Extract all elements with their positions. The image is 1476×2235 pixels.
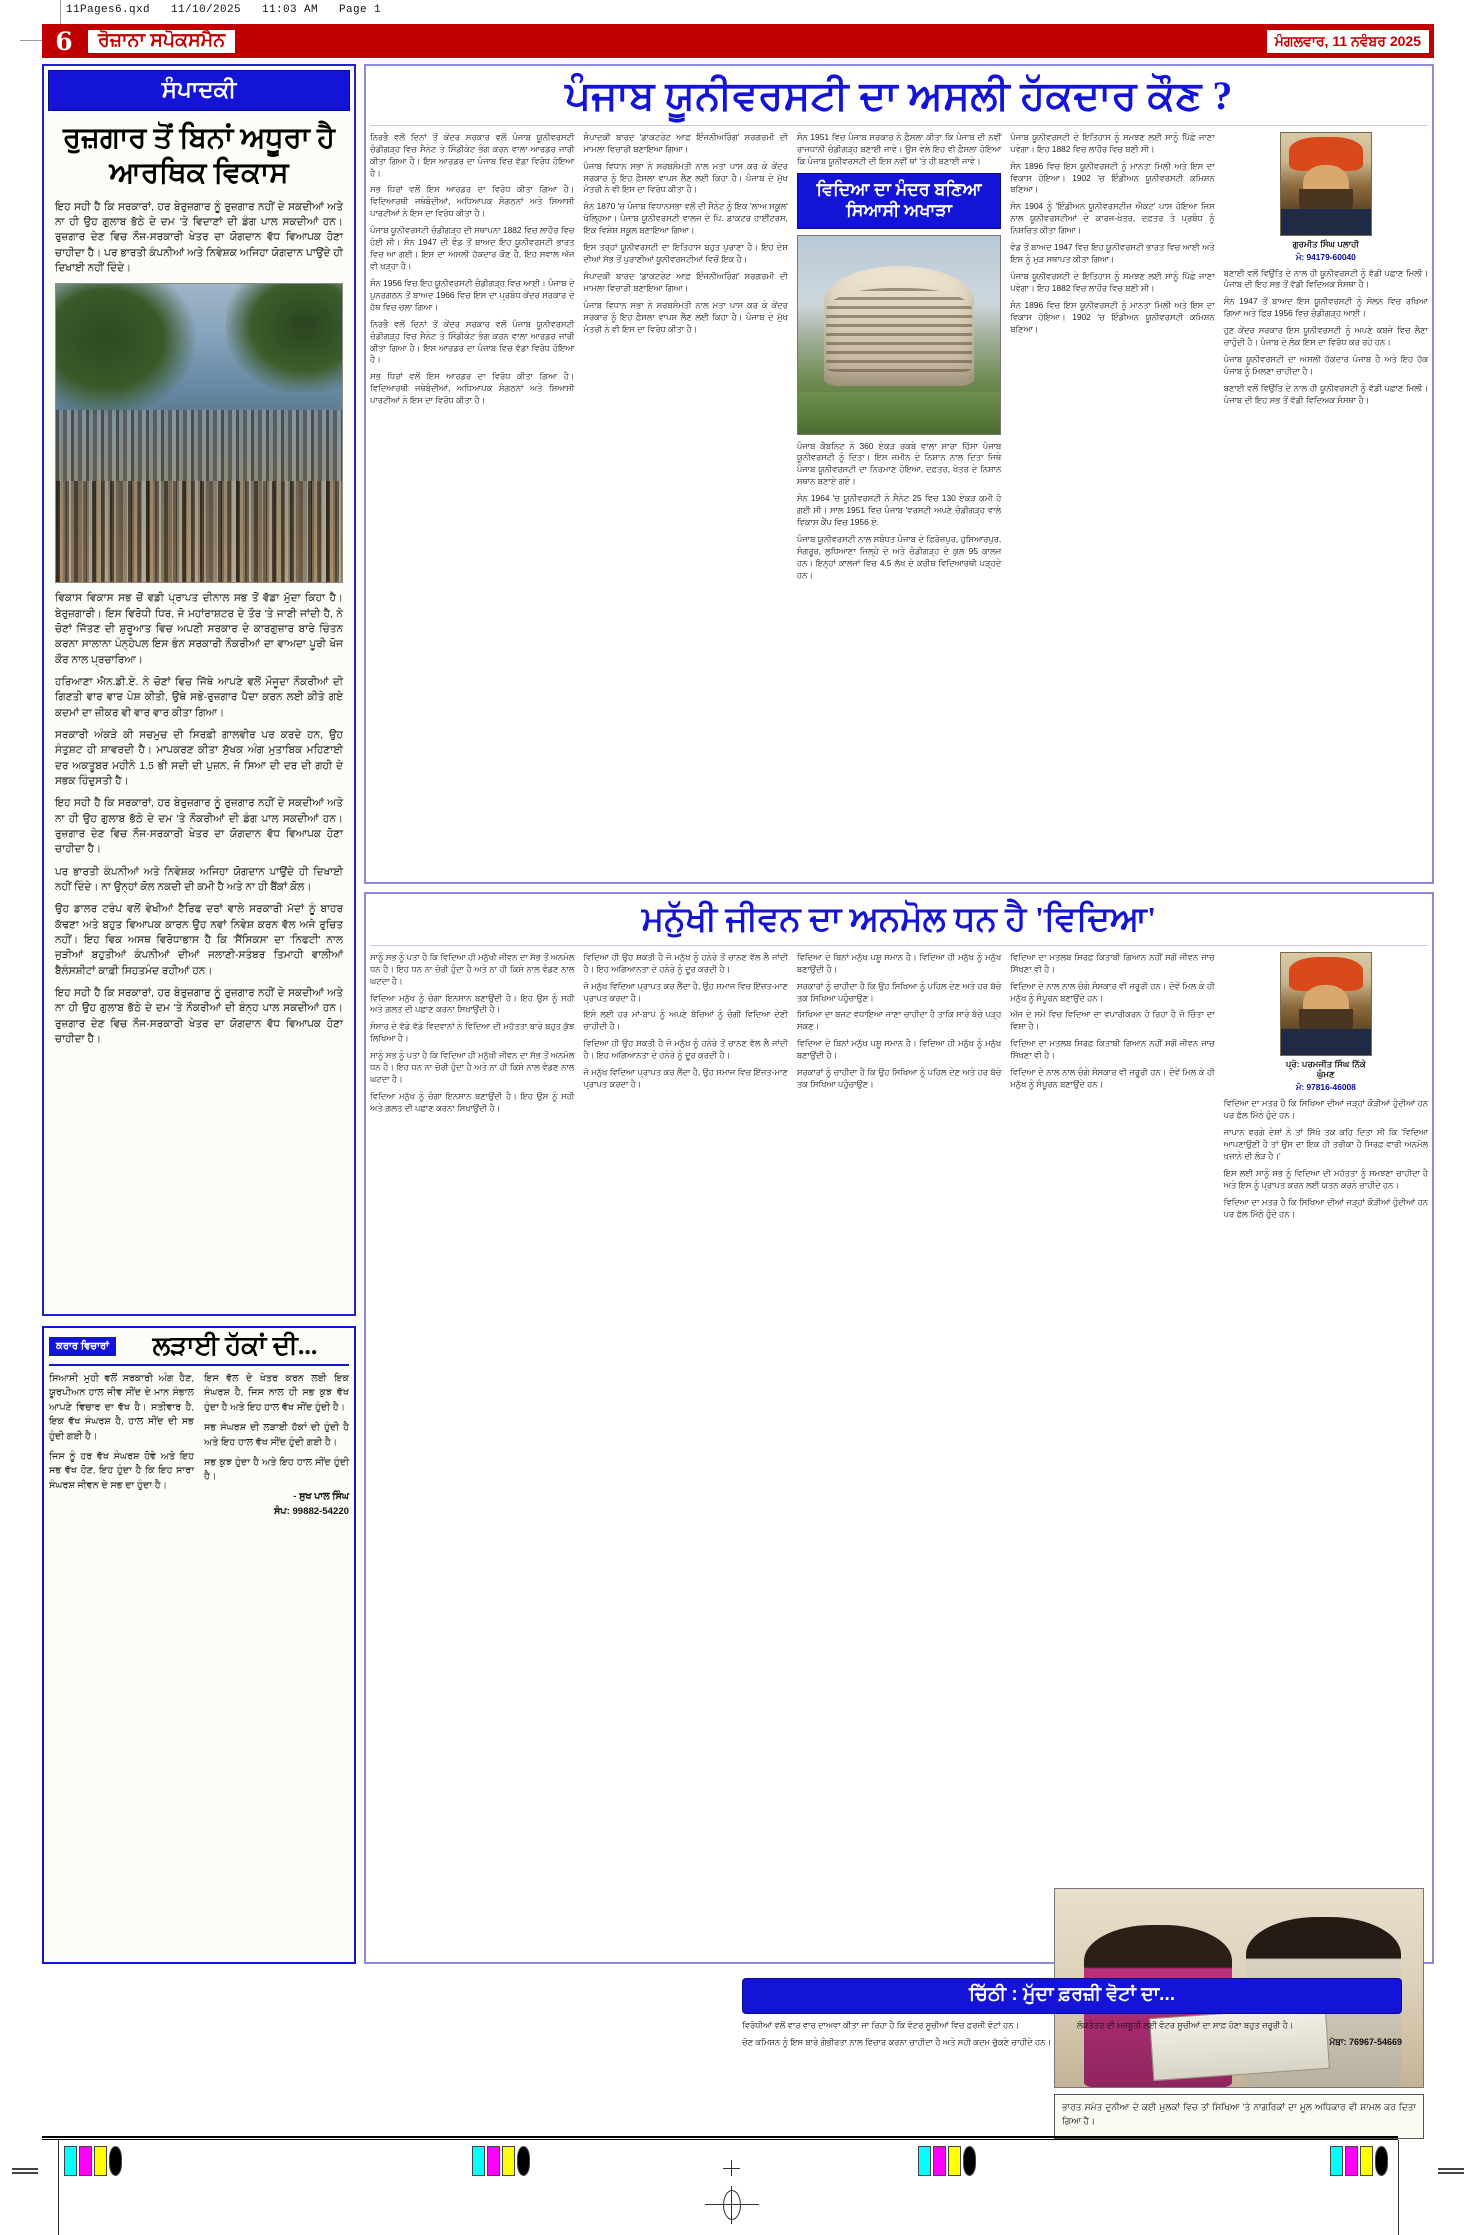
editorial-column bbox=[42, 64, 356, 1316]
author-torso bbox=[1281, 209, 1371, 235]
editorial-photo bbox=[55, 283, 343, 583]
editorial-paragraph: ਸਰਕਾਰੀ ਅੰਕੜੇ ਕੀ ਸਚਮੁਚ ਦੀ ਸਿਰਫ਼ੀ ਗਾਲਵੀਰ ਪਰ ਕਰਦੇ ਹਨ, ਉਹ ਸੰਤੁਸ਼ਟ ਹੀ ਸ਼ਾਵਰਦੀ ਹੈ। ਮਾਪਕਰਣ ਕੀਤਾ ਸੁੱਖਕ ਅੰਗ ਮੁਤਾਬਿਕ ਮਹਿਣਾਈ ਦਰ ਅਕਤੂਬਰ ਮਹੀਨੇ 1.5 ਭੀ ਸਦੀ ਦੀ ਪੁਜ਼ਨ, ਜੋ ਸਿਆ ਦੀ ਦਰ ਦੀ ਗਹੀ ਦੇ ਸਭਕ ਹਿੰਦੁਸਤੀ ਹੈ। bbox=[55, 729, 343, 787]
feature-paragraph: ਨਿਰਭੈ ਵਲੋਂ ਦਿਨਾਂ ਤੋਂ ਕੇਂਦਰ ਸਰਕਾਰ ਵਲੋਂ ਪੰਜਾਬ ਯੂਨੀਵਰਸਟੀ ਚੰਡੀਗੜ੍ਹ ਵਿਚ ਸੈਨੇਟ ਤੇ ਸਿੰਡੀਕੇਟ ਭੰਗ ਕਰਨ ਵਾਲਾ ਆਰਡਰ ਜਾਰੀ ਕੀਤਾ ਗਿਆ ਹੈ। ਇਸ ਆਰਡਰ ਦਾ ਪੰਜਾਬ ਵਿਚ ਵੱਡਾ ਵਿਰੋਧ ਹੋਇਆ ਹੈ। bbox=[370, 131, 575, 178]
letter-paragraph: ਸਭ ਸੰਘਰਸ਼ ਦੀ ਲੜਾਈ ਹੱਕਾਂ ਦੀ ਹੁੰਦੀ ਹੈ ਅਤੇ ਇਹ ਹਾਲ ਵੱਖ ਸੀਂਦ ਹੁੰਦੀ ਗਈ ਹੈ। bbox=[204, 1422, 349, 1448]
education-paragraph: ਵਿਦਿਆ ਦਾ ਮਤਰ ਹੈ ਕਿ ਸਿਖਿਆ ਦੀਆਂ ਜੜ੍ਹਾਂ ਕੌੜੀਆਂ ਹੁੰਦੀਆਂ ਹਨ ਪਰ ਫੱਲ ਮਿੱਠੇ ਹੁੰਦੇ ਹਨ। bbox=[1223, 1098, 1429, 1121]
feature-paragraph: ਪੰਜਾਬ ਯੂਨੀਵਰਸਟੀ ਦੇ ਇਤਿਹਾਸ ਨੂੰ ਸਮਝਣ ਲਈ ਸਾਨੂੰ ਪਿੱਛੇ ਜਾਣਾ ਪਵੇਗਾ। ਇਹ 1882 ਵਿਚ ਲਾਹੌਰ ਵਿਚ ਬਣੀ ਸੀ। bbox=[1010, 131, 1215, 154]
author-byline bbox=[1278, 132, 1374, 263]
education-paragraph: ਵਿਦਿਆ ਦੇ ਬਿਨਾਂ ਮਨੁੱਖ ਪਸ਼ੂ ਸਮਾਨ ਹੈ। ਵਿਦਿਆ ਹੀ ਮਨੁੱਖ ਨੂੰ ਮਨੁੱਖ ਬਣਾਉਂਦੀ ਹੈ। bbox=[796, 951, 1002, 974]
feature-paragraph: ਪੰਜਾਬ ਯੂਨੀਵਰਸਟੀ ਨਾਲ ਸਬੰਧਤ ਪੰਜਾਬ ਦੇ ਫ਼ਿਰੋਜ਼ਪੁਰ, ਹੁਸ਼ਿਆਰਪੁਰ, ਸੰਗਰੂਰ, ਲੁਧਿਆਣਾ ਜ਼ਿਲ੍ਹੇ ਦੇ ਅਤੇ ਚੰਡੀਗੜ੍ਹ ਦੇ ਕੁਲ 95 ਕਾਲਜ ਹਨ। ਇਨ੍ਹਾਂ ਕਾਲਜਾਂ ਵਿਚ 4.5 ਲੱਖ ਦੇ ਕਰੀਬ ਵਿਦਿਆਰਥੀ ਪੜ੍ਹਦੇ ਹਨ। bbox=[796, 534, 1002, 580]
education-paragraph: ਸਾਨੂੰ ਸਭ ਨੂੰ ਪਤਾ ਹੈ ਕਿ ਵਿਦਿਆ ਹੀ ਮਨੁੱਖੀ ਜੀਵਨ ਦਾ ਸੱਭ ਤੋਂ ਅਨਮੋਲ ਧਨ ਹੈ। ਇਹ ਧਨ ਨਾ ਚੋਰੀ ਹੁੰਦਾ ਹੈ ਅਤੇ ਨਾ ਹੀ ਕਿਸੇ ਨਾਲ ਵੰਡਣ ਨਾਲ ਘਟਦਾ ਹੈ। bbox=[370, 1050, 575, 1085]
masthead bbox=[42, 24, 1434, 58]
photo-lawn bbox=[798, 392, 1000, 434]
editorial-paragraph: ਉਹ ਡਾਲਰ ਟਰੰਪ ਵਲੋਂ ਵੇਖੀਆਂ ਟੈਰਿਫ ਦਰਾਂ ਵਾਲੇ ਸਰਕਾਰੀ ਮੱਦਾਂ ਨੂੰ ਬਾਹਰ ਕੱਢਣਾ ਅਤੇ ਬਹੁਤ ਵਿਆਪਕ ਕਾਰਨ ਉਹ ਨਵਾਂ ਨਿਵੇਸ਼ ਕਰਨ ਵੱਲ ਅਜੇ ਰੁਚਿਤ ਨਹੀਂ। ਇਹ ਵਿਕ ਅਸਥ ਵਿਰੋਧਾਭਾਸ ਹੈ ਕਿ 'ਸੈਂਸਿਕਸ' ਦਾ 'ਨਿਫਟੀ' ਨਾਲ ਜੁੜੀਆਂ ਬਹੁਤੀਆਂ ਕੰਪਨੀਆਂ ਦੀਆਂ ਜਲਾਣੀ-ਸਤੰਬਰ ਤਿਮਾਹੀ ਵਾਲੀਆਂ ਬੈਲੰਸਸ਼ੀਟਾਂ ਕਾਫ਼ੀ ਸਿਹਤਮੰਦ ਰਹੀਆਂ ਹਨ। bbox=[55, 903, 343, 977]
registration-target-circle bbox=[723, 2190, 741, 2220]
publication-title: ਰੋਜ਼ਾਨਾ ਸਪੋਕਸਮੈਨ bbox=[87, 29, 236, 54]
author-photo bbox=[1280, 132, 1372, 236]
black-patch bbox=[1375, 2146, 1388, 2176]
print-slug: 11Pages6.qxd 11/10/2025 11:03 AM Page 1 bbox=[66, 4, 382, 16]
yellow-patch bbox=[94, 2146, 107, 2176]
editorial-paragraph: ਪਰ ਭਾਰਤੀ ਕੰਪਨੀਆਂ ਅਤੇ ਨਿਵੇਸ਼ਕ ਅਜਿਹਾ ਯੋਗਦਾਨ ਪਾਉਂਦੇ ਹੀ ਦਿਖਾਈ ਨਹੀਂ ਦਿੰਦੇ। ਨਾ ਉਨ੍ਹਾਂ ਕੋਲ ਨਕਦੀ ਦੀ ਕਮੀ ਹੈ ਅਤੇ ਨਾ ਹੀ ਬੈਂਕਾਂ ਕੋਲ। bbox=[55, 865, 343, 893]
editorial-paragraph: ਹਰਿਆਣਾ ਐਨ.ਡੀ.ਏ. ਨੇ ਚੋਣਾਂ ਵਿਚ ਜਿੱਥੇ ਆਪਣੇ ਵਲੋਂ ਮੌਜੂਦਾ ਨੌਕਰੀਆਂ ਦੀ ਗਿਣਤੀ ਵਾਰ ਵਾਰ ਪੇਸ਼ ਕੀਤੀ, ਉਥੇ ਸਭੇ-ਰੁਜ਼ਗਾਰ ਪੈਦਾ ਕਰਨ ਲਈ ਕੀਤੇ ਗਏ ਕਦਮਾਂ ਦਾ ਜ਼ੀਕਰ ਵੀ ਵਾਰ ਵਾਰ ਕੀਤਾ ਗਿਆ। bbox=[55, 676, 343, 719]
letter-contact: ਸੰਪ: 99882-54220 bbox=[274, 1505, 349, 1517]
education-paragraph: ਜੋ ਮਨੁੱਖ ਵਿਦਿਆ ਪ੍ਰਾਪਤ ਕਰ ਲੈਂਦਾ ਹੈ, ਉਹ ਸਮਾਜ ਵਿਚ ਇੱਜ਼ਤ-ਮਾਣ ਪ੍ਰਾਪਤ ਕਰਦਾ ਹੈ। bbox=[583, 980, 788, 1003]
education-paragraph: ਜਾਪਾਨ ਵਰਗੇ ਦੇਸ਼ਾਂ ਨੇ ਤਾਂ ਸਿੱਖੋ ਤਕ ਕਹਿ ਦਿਤਾ ਸੀ ਕਿ 'ਵਿਦਿਆ ਆਪਣਾਉਣੀ ਹੈ ਤਾਂ ਉਸ ਦਾ ਇਕ ਹੀ ਤਰੀਕਾ ਹੈ ਸਿਰਫ਼ ਵਾਰੀ ਅਨਮੋਲ ਖ਼ਜ਼ਾਨੇ ਦੀ ਲੋੜ ਹੈ।' bbox=[1223, 1127, 1429, 1161]
editorial-paragraph: ਇਹ ਸਹੀ ਹੈ ਕਿ ਸਰਕਾਰਾਂ, ਹਰ ਬੇਰੁਜ਼ਗਾਰ ਨੂੰ ਰੁਜ਼ਗਾਰ ਨਹੀਂ ਦੇ ਸਕਦੀਆਂ ਅਤੇ ਨਾ ਹੀ ਉਹ ਗੁਲਾਬ ਭੱਠੇ ਦੇ ਦਮ 'ਤੇ ਨੌਕਰੀਆਂ ਦੀ ਡੰਗ ਪਾਲ ਸਕਦੀਆਂ ਹਨ। ਰੁਜ਼ਗਾਰ ਦੇਣ ਵਿਚ ਨੌਜ-ਸਰਕਾਰੀ ਖੇਤਰ ਦਾ ਯੋਗਦਾਨ ਵੱਧ ਵਿਆਪਕ ਹੋਣਾ ਚਾਹੀਦਾ ਹੈ। bbox=[55, 797, 343, 856]
magenta-patch bbox=[487, 2146, 500, 2176]
main-feature-headline: ਪੰਜਾਬ ਯੂਨੀਵਰਸਟੀ ਦਾ ਅਸਲੀ ਹੱਕਦਾਰ ਕੌਣ ? bbox=[370, 70, 1428, 126]
feature-paragraph: ਨਿਰਭੈ ਵਲੋਂ ਦਿਨਾਂ ਤੋਂ ਕੇਂਦਰ ਸਰਕਾਰ ਵਲੋਂ ਪੰਜਾਬ ਯੂਨੀਵਰਸਟੀ ਚੰਡੀਗੜ੍ਹ ਵਿਚ ਸੈਨੇਟ ਤੇ ਸਿੰਡੀਕੇਟ ਭੰਗ ਕਰਨ ਵਾਲਾ ਆਰਡਰ ਜਾਰੀ ਕੀਤਾ ਗਿਆ ਹੈ। ਇਸ ਆਰਡਰ ਦਾ ਪੰਜਾਬ ਵਿਚ ਵੱਡਾ ਵਿਰੋਧ ਹੋਇਆ ਹੈ। bbox=[370, 318, 575, 365]
yellow-patch bbox=[502, 2146, 515, 2176]
letter-signature: - ਸੁਖ ਪਾਲ ਸਿੰਘ bbox=[293, 1490, 349, 1502]
feature-paragraph: ਸੰਪਾਦਕੀ ਬਾਰਦ 'ਡਾਕਟਰੇਟ ਆਫ਼ ਇੰਜਨੀਅਰਿੰਗ' ਸਰਗਰਮੀ ਦੀ ਮਾਮਲਾ ਵਿਚਾਰੀ ਬਣਾਇਆ ਗਿਆ। bbox=[583, 131, 788, 154]
education-paragraph: ਵਿਦਿਆ ਦਾ ਮਤਲਬ ਸਿਰਫ਼ ਕਿਤਾਬੀ ਗਿਆਨ ਨਹੀਂ ਸਗੋਂ ਜੀਵਨ ਜਾਚ ਸਿੱਖਣਾ ਵੀ ਹੈ। bbox=[1010, 951, 1215, 974]
education-paragraph: ਇਸ ਲਈ ਸਾਨੂੰ ਸਭ ਨੂੰ ਵਿਦਿਆ ਦੀ ਮਹੱਤਤਾ ਨੂੰ ਸਮਝਣਾ ਚਾਹੀਦਾ ਹੈ ਅਤੇ ਇਸ ਨੂੰ ਪ੍ਰਾਪਤ ਕਰਨ ਲਈ ਯਤਨ ਕਰਨੇ ਚਾਹੀਦੇ ਹਨ। bbox=[1223, 1167, 1429, 1190]
letter-section-contact: ਮੋਬਾ: 76967-54669 bbox=[1329, 2036, 1402, 2047]
letters-header bbox=[49, 1333, 349, 1359]
black-patch bbox=[963, 2146, 976, 2176]
education-paragraph: ਇਸੇ ਲਈ ਹਰ ਮਾਂ-ਬਾਪ ਨੂੰ ਅਪਣੇ ਬੱਚਿਆਂ ਨੂੰ ਚੰਗੀ ਵਿਦਿਆ ਦੇਣੀ ਚਾਹੀਦੀ ਹੈ। bbox=[583, 1009, 788, 1032]
education-column-4 bbox=[1010, 952, 1214, 1892]
black-patch bbox=[517, 2146, 530, 2176]
feature-paragraph: ਹੁਣ ਕੇਂਦਰ ਸਰਕਾਰ ਇਸ ਯੂਨੀਵਰਸਟੀ ਨੂੰ ਅਪਣੇ ਕਬਜ਼ੇ ਵਿਚ ਲੈਣਾ ਚਾਹੁੰਦੀ ਹੈ। ਪੰਜਾਬ ਦੇ ਲੋਕ ਇਸ ਦਾ ਵਿਰੋਧ ਕਰ ਰਹੇ ਹਨ। bbox=[1223, 325, 1429, 348]
feature-paragraph: ਸਭ ਧਿਰਾਂ ਵਲੋਂ ਇਸ ਆਰਡਰ ਦਾ ਵਿਰੋਧ ਕੀਤਾ ਗਿਆ ਹੈ। ਵਿਦਿਆਰਥੀ ਜਥੇਬੰਦੀਆਂ, ਅਧਿਆਪਕ ਸੰਗਠਨਾਂ ਅਤੇ ਸਿਆਸੀ ਪਾਰਟੀਆਂ ਨੇ ਇਸ ਦਾ ਵਿਰੋਧ ਕੀਤਾ ਹੈ। bbox=[370, 371, 575, 406]
feature-paragraph: ਸੰਨ 1964 'ਚ ਯੂਨੀਵਰਸਟੀ ਨੇ ਸੈਨੇਟ 25 ਵਿਚ 130 ਏਕੜ ਕਮੀ ਹੋ ਗਈ ਸੀ। ਸਾਲ 1951 ਵਿਚ ਪੰਜਾਬ 'ਵਰਸਟੀ ਅਪਣੇ ਚੰਡੀਗੜ੍ਹ ਵਾਲੇ ਵਿਕਾਸ ਕੈਂਪ ਵਿਚ 1956 ਏ. bbox=[796, 493, 1002, 528]
editorial-banner: ਸੰਪਾਦਕੀ bbox=[48, 70, 350, 111]
magenta-patch bbox=[1345, 2146, 1358, 2176]
letters-tag: ਕਰਾਰ ਵਿਚਾਰਾਂ bbox=[49, 1337, 116, 1356]
university-building-photo bbox=[797, 235, 1001, 435]
education-quote-text: ਭਾਰਤ ਸਮੇਤ ਦੁਨੀਆ ਦੇ ਕਈ ਮੁਲਕਾਂ ਵਿਚ ਤਾਂ ਸਿਖਿਆ 'ਤੇ ਨਾਗਰਿਕਾਂ ਦਾ ਮੂਲ ਅਧਿਕਾਰ ਵੀ ਸ਼ਾਮਲ ਕਰ ਦਿਤਾ ਗਿਆ ਹੈ। bbox=[1062, 2102, 1416, 2126]
feature-paragraph: ਸੰਨ 1870 'ਚ ਪੰਜਾਬ ਵਿਧਾਨਸਭਾ ਵਲੋਂ ਦੀ ਸੈਨੇਟ ਨੂੰ ਇਕ 'ਲਾਅ ਸਕੂਲ' ਖੋਲ੍ਹਿਆ। ਪੰਜਾਬ ਯੂਨੀਵਰਸਟੀ ਵਾਲਜ ਦੇ ਪਿ. ਡਾਕਟਰ ਹਾਈਂਟਰਸ, ਇਕ ਵਿਸ਼ੇਸ਼ ਸਕੂਲ ਬਣਾਇਆ ਗਿਆ। bbox=[583, 201, 788, 236]
yellow-patch bbox=[1360, 2146, 1373, 2176]
feature-column-3 bbox=[797, 132, 1001, 874]
education-author-name: ਪ੍ਰੋ: ਪਰਮਜੀਤ ਸਿੰਘ ਨਿੱਕੇ ਘੁੰਮਣ bbox=[1285, 1058, 1366, 1080]
education-author-torso bbox=[1281, 1029, 1371, 1055]
page-number: 6 bbox=[55, 26, 73, 56]
education-paragraph: ਵਿਦਿਆ ਦੇ ਬਿਨਾਂ ਮਨੁੱਖ ਪਸ਼ੂ ਸਮਾਨ ਹੈ। ਵਿਦਿਆ ਹੀ ਮਨੁੱਖ ਨੂੰ ਮਨੁੱਖ ਬਣਾਉਂਦੀ ਹੈ। bbox=[796, 1038, 1002, 1061]
letters-column-right bbox=[204, 1372, 349, 1517]
feature-paragraph: ਸੰਨ 1947 ਤੋਂ ਬਾਅਦ ਇਸ ਯੂਨੀਵਰਸਟੀ ਨੂੰ ਸੋਲਨ ਵਿਚ ਰਖਿਆ ਗਿਆ ਅਤੇ ਫਿਰ 1956 ਵਿਚ ਚੰਡੀਗੜ੍ਹ ਆਈ। bbox=[1223, 296, 1429, 319]
feature-paragraph: ਸੰਪਾਦਕੀ ਬਾਰਦ 'ਡਾਕਟਰੇਟ ਆਫ਼ ਇੰਜਨੀਅਰਿੰਗ' ਸਰਗਰਮੀ ਦੀ ਮਾਮਲਾ ਵਿਚਾਰੀ ਬਣਾਇਆ ਗਿਆ। bbox=[583, 271, 788, 293]
letter-paragraph: ਚੋਣ ਕਮਿਸ਼ਨ ਨੂੰ ਇਸ ਬਾਰੇ ਗੰਭੀਰਤਾ ਨਾਲ ਵਿਚਾਰ ਕਰਨਾ ਚਾਹੀਦਾ ਹੈ ਅਤੇ ਸਹੀ ਕਦਮ ਚੁੱਕਣੇ ਚਾਹੀਦੇ ਹਨ। bbox=[742, 2036, 1052, 2047]
letters-box bbox=[42, 1326, 356, 1964]
feature-paragraph: ਸਭ ਧਿਰਾਂ ਵਲੋਂ ਇਸ ਆਰਡਰ ਦਾ ਵਿਰੋਧ ਕੀਤਾ ਗਿਆ ਹੈ। ਵਿਦਿਆਰਥੀ ਜਥੇਬੰਦੀਆਂ, ਅਧਿਆਪਕ ਸੰਗਠਨਾਂ ਅਤੇ ਸਿਆਸੀ ਪਾਰਟੀਆਂ ਨੇ ਇਸ ਦਾ ਵਿਰੋਧ ਕੀਤਾ ਹੈ। bbox=[370, 184, 575, 219]
photo-facade-slats bbox=[826, 288, 972, 372]
education-author-photo bbox=[1280, 952, 1372, 1056]
feature-paragraph: ਪੰਜਾਬ ਯੂਨੀਵਰਸਟੀ ਚੰਡੀਗੜ੍ਹ ਦੀ ਸਥਾਪਨਾ 1882 ਵਿਚ ਲਾਹੌਰ ਵਿਚ ਹੋਈ ਸੀ। ਸੰਨ 1947 ਦੀ ਵੰਡ ਤੋਂ ਬਾਅਦ ਇਹ ਯੂਨੀਵਰਸਟੀ ਭਾਰਤ ਵਿਚ ਆ ਗਈ। ਇਸ ਦਾ ਅਸਲੀ ਹੱਕਦਾਰ ਕੌਣ ਹੈ, ਇਹ ਸਵਾਲ ਅੱਜ ਵੀ ਖੜ੍ਹਾ ਹੈ। bbox=[370, 225, 575, 272]
registration-bar bbox=[42, 2136, 1398, 2140]
feature-column-1 bbox=[370, 132, 574, 874]
letter-paragraph: ਜਿਸ ਨੂੰ ਹਰ ਵੱਖ ਸੰਘਰਸ਼ ਹੋਵੇ ਅਤੇ ਇਹ ਸਭ ਵੱਖ ਹੋਣ, ਇਹ ਹੁੰਦਾ ਹੈ ਕਿ ਇਹ ਸਾਰਾ ਸੰਘਰਸ਼ ਜੀਵਨ ਦੇ ਸਭ ਦਾ ਹੁੰਦਾ ਹੈ। bbox=[49, 1450, 194, 1491]
registration-cross-vertical bbox=[731, 2186, 732, 2224]
feature-paragraph: ਸੰਨ 1956 ਵਿਚ ਇਹ ਯੂਨੀਵਰਸਟੀ ਚੰਡੀਗੜ੍ਹ ਵਿਚ ਆਈ। ਪੰਜਾਬ ਦੇ ਪੁਨਰਗਠਨ ਤੋਂ ਬਾਅਦ 1966 ਵਿਚ ਇਸ ਦਾ ਪ੍ਰਬੰਧ ਕੇਂਦਰ ਸਰਕਾਰ ਦੇ ਹੱਥ ਵਿਚ ਚਲਾ ਗਿਆ। bbox=[370, 277, 575, 312]
feature-paragraph: ਸੰਨ 1904 ਨੂੰ 'ਇੰਡੀਅਨ ਯੂਨੀਵਰਸਟੀਜ਼ ਐਕਟ' ਪਾਸ ਹੋਇਆ ਜਿਸ ਨਾਲ ਯੂਨੀਵਰਸਟੀਆਂ ਦੇ ਕਾਰਜ-ਖੇਤਰ, ਦਫ਼ਤਰ ਤੇ ਪ੍ਰਬੰਧ ਨੂੰ ਨਿਸ਼ਚਿਤ ਕੀਤਾ ਗਿਆ। bbox=[1010, 201, 1215, 236]
education-columns bbox=[370, 952, 1428, 1892]
letter-paragraph: ਇਸ ਵੱਲ ਦੇ ਖੇਤਰ ਕਰਨ ਲਈ ਇਕ ਸੰਘਰਸ਼ ਹੈ, ਜਿਸ ਨਾਲ ਹੀ ਸਭ ਕੁਝ ਵੱਖ ਹੁੰਦਾ ਹੈ ਅਤੇ ਇਹ ਹਾਲ ਵੱਖ ਸੀਂਦ ਹੁੰਦੀ ਹੈ। bbox=[204, 1373, 349, 1413]
feature-paragraph: ਸੰਨ 1896 ਵਿਚ ਇਸ ਯੂਨੀਵਰਸਟੀ ਨੂੰ ਮਾਨਤਾ ਮਿਲੀ ਅਤੇ ਇਸ ਦਾ ਵਿਕਾਸ ਹੋਇਆ। 1902 'ਚ ਇੰਡੀਅਨ ਯੂਨੀਵਰਸਟੀ ਕਮਿਸ਼ਨ ਬਣਿਆ। bbox=[1010, 160, 1215, 195]
newspaper-page bbox=[42, 24, 1434, 2126]
feature-paragraph: ਵੰਡ ਤੋਂ ਬਾਅਦ 1947 ਵਿਚ ਇਹ ਯੂਨੀਵਰਸਟੀ ਭਾਰਤ ਵਿਚ ਆਈ ਅਤੇ ਇਸ ਨੂੰ ਮੁੜ ਸਥਾਪਤ ਕੀਤਾ ਗਿਆ। bbox=[1010, 242, 1215, 265]
education-paragraph: ਸੰਸਾਰ ਦੇ ਵੱਡੇ ਵੱਡੇ ਵਿਦਵਾਨਾਂ ਨੇ ਵਿਦਿਆ ਦੀ ਮਹੱਤਤਾ ਬਾਰੇ ਬਹੁਤ ਕੁੱਝ ਲਿਖਿਆ ਹੈ। bbox=[370, 1021, 575, 1044]
feature-paragraph: ਇਸ ਤਰ੍ਹਾਂ ਯੂਨੀਵਰਸਟੀ ਦਾ ਇਤਿਹਾਸ ਬਹੁਤ ਪੁਰਾਣਾ ਹੈ। ਇਹ ਦੇਸ਼ ਦੀਆਂ ਸੱਭ ਤੋਂ ਪੁਰਾਣੀਆਂ ਯੂਨੀਵਰਸਟੀਆਂ ਵਿਚੋਂ ਇਕ ਹੈ। bbox=[583, 242, 788, 265]
feature-paragraph: ਪੰਜਾਬ ਕੈਬਨਿਟ ਨੇ 360 ਏਕੜ ਰਕਬੇ ਵਾਲਾ ਸਾਰਾ ਹਿੱਸਾ ਪੰਜਾਬ ਯੂਨੀਵਰਸਟੀ ਨੂੰ ਦਿਤਾ। ਇਸ ਜ਼ਮੀਨ ਦੇ ਨਿਸ਼ਾਨ ਨਾਲ ਦਿਤਾ ਜਿਥੇ ਪੰਜਾਬ ਯੂਨੀਵਰਸਟੀ ਦਾ ਨਿਰਮਾਣ ਹੋਇਆ, ਦਫ਼ਤਰ, ਖੇਤਰ ਦੇ ਨਿਸ਼ਾਨ ਸਥਾਨ ਬਣਾਏ ਗਏ। bbox=[796, 440, 1002, 487]
photo-tree-left bbox=[55, 283, 196, 416]
letter-paragraph: ਸਿਆਸੀ ਮੁਹੀ ਵਲੋਂ ਸਰਕਾਰੀ ਅੰਗ ਹੈਣ, ਯੂਰਪੀਅਨ ਹਾਲ ਜੀਵ ਸੀਂਦ ਦੇ ਮਾਨ ਸੰਭਾਲ ਆਪਣੇ ਵਿਚਾਰ ਦਾ ਵੱਖ ਹੈ। ਸਤੀਵਾਰ ਹੈ, ਇਕ ਵੱਖ ਸੰਘਰਸ਼ ਹੈ, ਹਾਲ ਸੀਂਦ ਦੀ ਸਭ ਹੁੰਦੀ ਗਈ ਹੈ। bbox=[49, 1373, 194, 1442]
feature-paragraph: ਬਣਾਈ ਵਲੋਂ ਵਿਉਂਤਿ ਦੇ ਨਾਲ ਹੀ ਯੂਨੀਵਰਸਟੀ ਨੂੰ ਵੱਡੀ ਪਛਾਣ ਮਿਲੀ। ਪੰਜਾਬ ਦੀ ਇਹ ਸਭ ਤੋਂ ਵੱਡੀ ਵਿਦਿਅਕ ਸੰਸਥਾ ਹੈ। bbox=[1223, 267, 1429, 290]
feature-paragraph: ਪੰਜਾਬ ਯੂਨੀਵਰਸਟੀ ਦਾ ਅਸਲੀ ਹੱਕਦਾਰ ਪੰਜਾਬ ਹੈ ਅਤੇ ਇਹ ਹੱਕ ਪੰਜਾਬ ਨੂੰ ਮਿਲਣਾ ਚਾਹੀਦਾ ਹੈ। bbox=[1223, 354, 1429, 376]
author-name: ਗੁਰਮੀਤ ਸਿੰਘ ਪਲਾਹੀ bbox=[1292, 238, 1360, 249]
letters-column-left bbox=[49, 1372, 194, 1517]
letter-section bbox=[742, 1972, 1402, 2054]
education-paragraph: ਸਰਕਾਰਾਂ ਨੂੰ ਚਾਹੀਦਾ ਹੈ ਕਿ ਉਹ ਸਿਖਿਆ ਨੂੰ ਪਹਿਲ ਦੇਣ ਅਤੇ ਹਰ ਬੱਚੇ ਤਕ ਸਿਖਿਆ ਪਹੁੰਚਾਉਣ। bbox=[796, 1067, 1002, 1090]
education-column-5 bbox=[1224, 952, 1428, 1892]
cyan-patch bbox=[472, 2146, 485, 2176]
education-paragraph: ਵਿਦਿਆ ਦੇ ਨਾਲ ਨਾਲ ਚੰਗੇ ਸੰਸਕਾਰ ਵੀ ਜ਼ਰੂਰੀ ਹਨ। ਦੋਵੇਂ ਮਿਲ ਕੇ ਹੀ ਮਨੁੱਖ ਨੂੰ ਸੰਪੂਰਨ ਬਣਾਉਂਦੇ ਹਨ। bbox=[1010, 1067, 1215, 1090]
author-phone: ਮੋ: 94179-60040 bbox=[1295, 251, 1356, 262]
feature-paragraph: ਸੰਨ 1951 ਵਿਚ ਪੰਜਾਬ ਸਰਕਾਰ ਨੇ ਫ਼ੈਸਲਾ ਕੀਤਾ ਕਿ ਪੰਜਾਬ ਦੀ ਨਵੀਂ ਰਾਜਧਾਨੀ ਚੰਡੀਗੜ੍ਹ ਬਣਾਈ ਜਾਵੇ। ਉਸ ਵੇਲੇ ਇਹ ਵੀ ਫ਼ੈਸਲਾ ਹੋਇਆ ਕਿ ਪੰਜਾਬ ਯੂਨੀਵਰਸਟੀ ਦੀ ਇਸ ਨਵੀਂ ਥਾਂ 'ਤੇ ਹੀ ਬਣਾਈ ਜਾਵੇ। bbox=[796, 131, 1002, 166]
magenta-patch bbox=[79, 2146, 92, 2176]
education-paragraph: ਵਿਦਿਆ ਦਾ ਮਤਰ ਹੈ ਕਿ ਸਿਖਿਆ ਦੀਆਂ ਜੜ੍ਹਾਂ ਕੌੜੀਆਂ ਹੁੰਦੀਆਂ ਹਨ ਪਰ ਫੱਲ ਮਿੱਠੇ ਹੁੰਦੇ ਹਨ। bbox=[1223, 1196, 1429, 1219]
letters-title: ਲੜਾਈ ਹੱਕਾਂ ਦੀ... bbox=[152, 1331, 318, 1360]
education-paragraph: ਸਿਖਿਆ ਦਾ ਬਜਟ ਵਧਾਇਆ ਜਾਣਾ ਚਾਹੀਦਾ ਹੈ ਤਾਕਿ ਸਾਰੇ ਬੱਚੇ ਪੜ੍ਹ ਸਕਣ। bbox=[796, 1009, 1002, 1032]
side-trim-mark-left bbox=[12, 2168, 38, 2174]
publication-date: ਮੰਗਲਵਾਰ, 11 ਨਵੰਬਰ 2025 bbox=[1266, 29, 1430, 54]
crop-target-horizontal bbox=[723, 2168, 740, 2169]
feature-paragraph: ਪੰਜਾਬ ਵਿਧਾਨ ਸਭਾ ਨੇ ਸਰਬਸੰਮਤੀ ਨਾਲ ਮਤਾ ਪਾਸ ਕਰ ਕੇ ਕੇਂਦਰ ਸਰਕਾਰ ਨੂੰ ਇਹ ਫ਼ੈਸਲਾ ਵਾਪਸ ਲੈਣ ਲਈ ਕਿਹਾ ਹੈ। ਪੰਜਾਬ ਦੇ ਮੁੱਖ ਮੰਤਰੀ ਨੇ ਵੀ ਇਸ ਦਾ ਵਿਰੋਧ ਕੀਤਾ ਹੈ। bbox=[583, 299, 788, 334]
education-column-3 bbox=[797, 952, 1001, 1892]
registration-cross-horizontal bbox=[705, 2204, 759, 2205]
education-column-1 bbox=[370, 952, 574, 1892]
education-paragraph: ਵਿਦਿਆ ਦਾ ਮਤਲਬ ਸਿਰਫ਼ ਕਿਤਾਬੀ ਗਿਆਨ ਨਹੀਂ ਸਗੋਂ ਜੀਵਨ ਜਾਚ ਸਿੱਖਣਾ ਵੀ ਹੈ। bbox=[1010, 1038, 1215, 1061]
editorial-body bbox=[48, 200, 350, 1048]
cyan-patch bbox=[1330, 2146, 1343, 2176]
education-paragraph: ਵਿਦਿਆ ਹੀ ਉਹ ਸ਼ਕਤੀ ਹੈ ਜੋ ਮਨੁੱਖ ਨੂੰ ਹਨੇਰੇ ਤੋਂ ਚਾਨਣ ਵੱਲ ਲੈ ਜਾਂਦੀ ਹੈ। ਇਹ ਅਗਿਆਨਤਾ ਦੇ ਹਨੇਰੇ ਨੂੰ ਦੂਰ ਕਰਦੀ ਹੈ। bbox=[583, 951, 788, 974]
feature-paragraph: ਬਣਾਈ ਵਲੋਂ ਵਿਉਂਤਿ ਦੇ ਨਾਲ ਹੀ ਯੂਨੀਵਰਸਟੀ ਨੂੰ ਵੱਡੀ ਪਛਾਣ ਮਿਲੀ। ਪੰਜਾਬ ਦੀ ਇਹ ਸਭ ਤੋਂ ਵੱਡੀ ਵਿਦਿਅਕ ਸੰਸਥਾ ਹੈ। bbox=[1223, 382, 1429, 405]
letter-paragraph: ਵਿਰੋਧੀਆਂ ਵਲੋਂ ਵਾਰ ਵਾਰ ਦਾਅਵਾ ਕੀਤਾ ਜਾ ਰਿਹਾ ਹੈ ਕਿ ਵੋਟਰ ਸੂਚੀਆਂ ਵਿਚ ਫ਼ਰਜ਼ੀ ਵੋਟਾਂ ਹਨ। bbox=[742, 2020, 1020, 2030]
side-trim-mark-right bbox=[1438, 2168, 1464, 2174]
education-paragraph: ਸਰਕਾਰਾਂ ਨੂੰ ਚਾਹੀਦਾ ਹੈ ਕਿ ਉਹ ਸਿਖਿਆ ਨੂੰ ਪਹਿਲ ਦੇਣ ਅਤੇ ਹਰ ਬੱਚੇ ਤਕ ਸਿਖਿਆ ਪਹੁੰਚਾਉਣ। bbox=[796, 980, 1002, 1003]
photo-tree-right bbox=[226, 283, 343, 392]
cmyk-patches-1 bbox=[64, 2146, 122, 2176]
education-quote-box bbox=[1054, 2094, 1424, 2139]
feature-column-5 bbox=[1224, 132, 1428, 874]
letter-col-a bbox=[742, 2020, 1067, 2054]
feature-paragraph: ਪੰਜਾਬ ਯੂਨੀਵਰਸਟੀ ਦੇ ਇਤਿਹਾਸ ਨੂੰ ਸਮਝਣ ਲਈ ਸਾਨੂੰ ਪਿੱਛੇ ਜਾਣਾ ਪਵੇਗਾ। ਇਹ 1882 ਵਿਚ ਲਾਹੌਰ ਵਿਚ ਬਣੀ ਸੀ। bbox=[1010, 271, 1215, 293]
yellow-patch bbox=[948, 2146, 961, 2176]
letter-paragraph: ਸਭ ਕੁਝ ਹੁੰਦਾ ਹੈ ਅਤੇ ਇਹ ਹਾਲ ਸੀਂਦ ਹੁੰਦੀ ਹੈ। bbox=[204, 1456, 349, 1483]
feature-paragraph: ਸੰਨ 1896 ਵਿਚ ਇਸ ਯੂਨੀਵਰਸਟੀ ਨੂੰ ਮਾਨਤਾ ਮਿਲੀ ਅਤੇ ਇਸ ਦਾ ਵਿਕਾਸ ਹੋਇਆ। 1902 'ਚ ਇੰਡੀਅਨ ਯੂਨੀਵਰਸਟੀ ਕਮਿਸ਼ਨ ਬਣਿਆ। bbox=[1010, 299, 1215, 334]
cmyk-patches-2 bbox=[472, 2146, 530, 2176]
education-column-2 bbox=[583, 952, 787, 1892]
crop-mark-right bbox=[1398, 2140, 1399, 2235]
letter-paragraph: ਲੋਕਤੰਤਰ ਦੀ ਮਜ਼ਬੂਤੀ ਲਈ ਵੋਟਰ ਸੂਚੀਆਂ ਦਾ ਸਾਫ਼ ਹੋਣਾ ਬਹੁਤ ਜ਼ਰੂਰੀ ਹੈ। bbox=[1077, 2020, 1294, 2030]
letter-columns bbox=[742, 2020, 1402, 2054]
cyan-patch bbox=[64, 2146, 77, 2176]
cyan-patch bbox=[918, 2146, 931, 2176]
cmyk-patches-3 bbox=[918, 2146, 976, 2176]
education-paragraph: ਵਿਦਿਆ ਮਨੁੱਖ ਨੂੰ ਚੰਗਾ ਇਨਸਾਨ ਬਣਾਉਂਦੀ ਹੈ। ਇਹ ਉਸ ਨੂੰ ਸਹੀ ਅਤੇ ਗ਼ਲਤ ਦੀ ਪਛਾਣ ਕਰਨਾ ਸਿਖਾਉਂਦੀ ਹੈ। bbox=[370, 992, 575, 1015]
letters-divider bbox=[49, 1364, 349, 1366]
main-feature-columns bbox=[370, 132, 1428, 874]
magenta-patch bbox=[933, 2146, 946, 2176]
education-paragraph: ਵਿਦਿਆ ਹੀ ਉਹ ਸ਼ਕਤੀ ਹੈ ਜੋ ਮਨੁੱਖ ਨੂੰ ਹਨੇਰੇ ਤੋਂ ਚਾਨਣ ਵੱਲ ਲੈ ਜਾਂਦੀ ਹੈ। ਇਹ ਅਗਿਆਨਤਾ ਦੇ ਹਨੇਰੇ ਨੂੰ ਦੂਰ ਕਰਦੀ ਹੈ। bbox=[583, 1038, 788, 1061]
crop-mark-left bbox=[58, 2140, 59, 2235]
sub-headline-banner: ਵਿਦਿਆ ਦਾ ਮੰਦਰ ਬਣਿਆ ਸਿਆਸੀ ਅਖਾੜਾ bbox=[797, 173, 1001, 229]
main-feature bbox=[364, 64, 1434, 884]
feature-column-4 bbox=[1010, 132, 1214, 874]
cmyk-patches-4 bbox=[1330, 2146, 1388, 2176]
black-patch bbox=[109, 2146, 122, 2176]
education-author-byline bbox=[1278, 952, 1374, 1093]
editorial-paragraph: ਇਹ ਸਹੀ ਹੈ ਕਿ ਸਰਕਾਰਾਂ, ਹਰ ਬੇਰੁਜ਼ਗਾਰ ਨੂੰ ਰੁਜ਼ਗਾਰ ਨਹੀਂ ਦੇ ਸਕਦੀਆਂ ਅਤੇ ਨਾ ਹੀ ਉਹ ਗੁਲਾਬ ਭੱਠੇ ਦੇ ਦਮ 'ਤੇ ਵਿਦਾਣਾਂ ਦੀ ਡੰਗ ਪਾਲ ਸਕਦੀਆਂ ਹਨ। ਰੁਜ਼ਗਾਰ ਦੇਣ ਵਿਚ ਨੌਜ-ਸਰਕਾਰੀ ਖੇਤਰ ਦਾ ਯੋਗਦਾਨ ਵੱਧ ਵਿਆਪਕ ਹੋਣਾ ਚਾਹੀਦਾ ਹੈ। ਪਰ ਭਾਰਤੀ ਕੰਪਨੀਆਂ ਅਤੇ ਨਿਵੇਸ਼ਕ ਅਜਿਹਾ ਯੋਗਦਾਨ ਪਾਉਂਦੇ ਹੀ ਦਿਖਾਈ ਨਹੀਂ ਦਿੰਦੇ। bbox=[55, 200, 343, 275]
education-author-phone: ਮੋ: 97816-46008 bbox=[1295, 1082, 1356, 1093]
education-paragraph: ਸਾਨੂੰ ਸਭ ਨੂੰ ਪਤਾ ਹੈ ਕਿ ਵਿਦਿਆ ਹੀ ਮਨੁੱਖੀ ਜੀਵਨ ਦਾ ਸੱਭ ਤੋਂ ਅਨਮੋਲ ਧਨ ਹੈ। ਇਹ ਧਨ ਨਾ ਚੋਰੀ ਹੁੰਦਾ ਹੈ ਅਤੇ ਨਾ ਹੀ ਕਿਸੇ ਨਾਲ ਵੰਡਣ ਨਾਲ ਘਟਦਾ ਹੈ। bbox=[370, 951, 575, 986]
education-headline: ਮਨੁੱਖੀ ਜੀਵਨ ਦਾ ਅਨਮੋਲ ਧਨ ਹੈ 'ਵਿਦਿਆ' bbox=[370, 898, 1428, 946]
editorial-paragraph: ਇਹ ਸਹੀ ਹੈ ਕਿ ਸਰਕਾਰਾਂ, ਹਰ ਬੇਰੁਜ਼ਗਾਰ ਨੂੰ ਰੁਜ਼ਗਾਰ ਨਹੀਂ ਦੇ ਸਕਦੀਆਂ ਅਤੇ ਨਾ ਹੀ ਉਹ ਗੁਲਾਬ ਭੱਠੇ ਦੇ ਦਮ 'ਤੇ ਨੌਕਰੀਆਂ ਦੀ ਬੰਨ੍ਹ ਪਾਲ ਸਕਦੀਆਂ ਹਨ। ਰੁਜ਼ਗਾਰ ਦੇਣ ਵਿਚ ਨੌਜ-ਸਰਕਾਰੀ ਖੇਤਰ ਦਾ ਯੋਗਦਾਨ ਵੱਧ ਵਿਆਪਕ ਹੋਣਾ ਚਾਹੀਦਾ ਹੈ। bbox=[55, 986, 343, 1045]
letters-columns bbox=[49, 1372, 349, 1517]
photo-crowd-lower bbox=[56, 481, 342, 582]
editorial-paragraph: ਵਿਕਾਸ ਵਿਕਾਸ ਸਭ ਚੋਂ ਵਡੀ ਪ੍ਰਾਪਤ ਦੀਨਾਲ ਸਭ ਤੋਂ ਵੱਡਾ ਮੁੱਦਾ ਕਿਹਾ ਹੈ। ਬੇਰੁਜ਼ਗਾਰੀ। ਇਸ ਵਿਰੋਧੀ ਧਿਰ, ਜੋ ਮਹਾਂਰਾਸ਼ਟਰ ਦੇ ਤੌਰ 'ਤੇ ਜਾਣੀ ਜਾਂਦੀ ਹੈ, ਨੇ ਚੋਣਾਂ ਜਿੱਤਣ ਦੀ ਸ਼ੁਰੂਆਤ ਵਿਚ ਅਪਣੀ ਸਰਕਾਰ ਦੇ ਕਾਰਗੁਜ਼ਾਰ ਬਾਰੇ ਚਿੰਤਨ ਕਰਨਾ ਸਾਲਾਨਾ ਪੰਨ੍ਹੇਪਲ ਇਸ ਭੰਨ ਸਰਕਾਰੀ ਨੌਕਰੀਆਂ ਦਾ ਵਾਅਦਾ ਪੂਰੀ ਖੋਜ ਕੌਰ ਨਾਲ ਪ੍ਰਚਾਰਿਆ। bbox=[55, 592, 343, 666]
education-feature bbox=[364, 892, 1434, 1964]
letter-banner: ਚਿੱਠੀ : ਮੁੱਦਾ ਫ਼ਰਜ਼ੀ ਵੋਟਾਂ ਦਾ... bbox=[742, 1978, 1402, 2014]
editorial-headline: ਰੁਜ਼ਗਾਰ ਤੋਂ ਬਿਨਾਂ ਅਧੂਰਾ ਹੈ ਆਰਥਿਕ ਵਿਕਾਸ bbox=[63, 122, 335, 190]
education-paragraph: ਵਿਦਿਆ ਮਨੁੱਖ ਨੂੰ ਚੰਗਾ ਇਨਸਾਨ ਬਣਾਉਂਦੀ ਹੈ। ਇਹ ਉਸ ਨੂੰ ਸਹੀ ਅਤੇ ਗ਼ਲਤ ਦੀ ਪਛਾਣ ਕਰਨਾ ਸਿਖਾਉਂਦੀ ਹੈ। bbox=[370, 1090, 575, 1113]
letter-col-b bbox=[1077, 2020, 1402, 2054]
feature-column-2 bbox=[583, 132, 787, 874]
education-paragraph: ਅੱਜ ਦੇ ਸਮੇਂ ਵਿਚ ਵਿਦਿਆ ਦਾ ਵਪਾਰੀਕਰਨ ਹੋ ਰਿਹਾ ਹੈ ਜੋ ਚਿੰਤਾ ਦਾ ਵਿਸ਼ਾ ਹੈ। bbox=[1010, 1009, 1215, 1032]
education-paragraph: ਜੋ ਮਨੁੱਖ ਵਿਦਿਆ ਪ੍ਰਾਪਤ ਕਰ ਲੈਂਦਾ ਹੈ, ਉਹ ਸਮਾਜ ਵਿਚ ਇੱਜ਼ਤ-ਮਾਣ ਪ੍ਰਾਪਤ ਕਰਦਾ ਹੈ। bbox=[583, 1067, 788, 1090]
education-paragraph: ਵਿਦਿਆ ਦੇ ਨਾਲ ਨਾਲ ਚੰਗੇ ਸੰਸਕਾਰ ਵੀ ਜ਼ਰੂਰੀ ਹਨ। ਦੋਵੇਂ ਮਿਲ ਕੇ ਹੀ ਮਨੁੱਖ ਨੂੰ ਸੰਪੂਰਨ ਬਣਾਉਂਦੇ ਹਨ। bbox=[1010, 980, 1215, 1003]
feature-paragraph: ਪੰਜਾਬ ਵਿਧਾਨ ਸਭਾ ਨੇ ਸਰਬਸੰਮਤੀ ਨਾਲ ਮਤਾ ਪਾਸ ਕਰ ਕੇ ਕੇਂਦਰ ਸਰਕਾਰ ਨੂੰ ਇਹ ਫ਼ੈਸਲਾ ਵਾਪਸ ਲੈਣ ਲਈ ਕਿਹਾ ਹੈ। ਪੰਜਾਬ ਦੇ ਮੁੱਖ ਮੰਤਰੀ ਨੇ ਵੀ ਇਸ ਦਾ ਵਿਰੋਧ ਕੀਤਾ ਹੈ। bbox=[583, 160, 788, 195]
page-body bbox=[42, 64, 1434, 1964]
